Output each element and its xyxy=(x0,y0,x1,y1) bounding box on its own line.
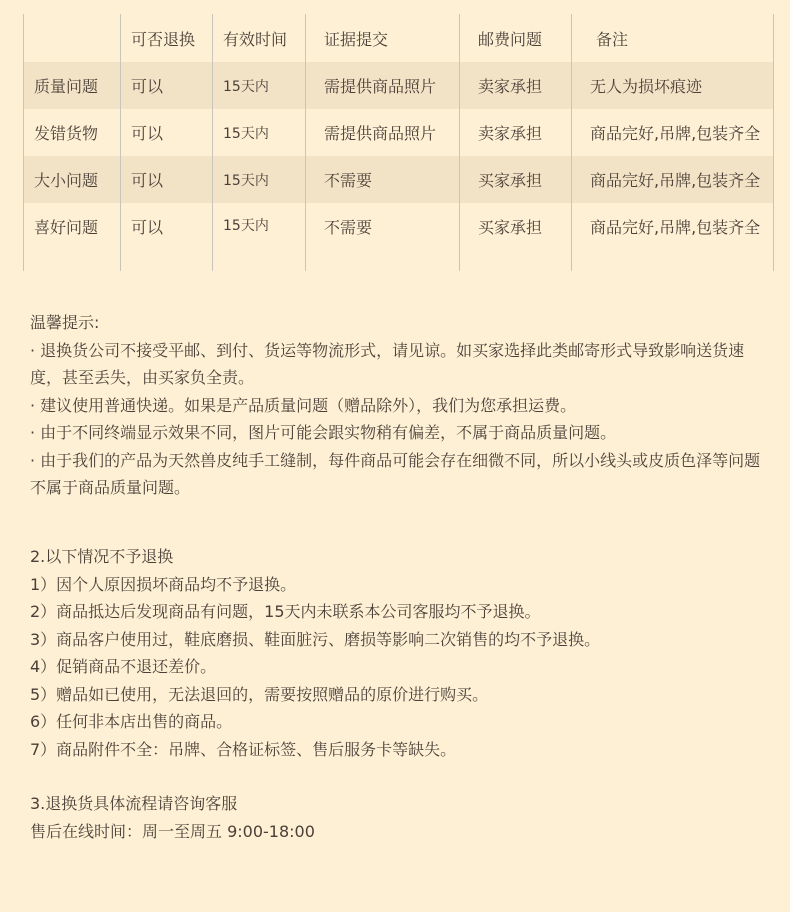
exclusion-item: 1）因个人原因损坏商品均不予退换。 xyxy=(30,574,297,594)
header-cell-valid-period: 有效时间 xyxy=(213,14,306,62)
table-cell: 商品完好,吊牌,包装齐全 xyxy=(572,203,774,271)
no-return-conditions-section xyxy=(30,543,772,763)
table-cell: 需提供商品照片 xyxy=(306,109,460,156)
table-cell: 买家承担 xyxy=(460,156,572,203)
tip-item: · 退换货公司不接受平邮、到付、货运等物流形式，请见谅。如买家选择此类邮寄形式导致影响送货速度，甚至丢失，由买家负全责。 xyxy=(30,340,745,387)
table-cell: 不需要 xyxy=(306,156,460,203)
tip-item: · 由于我们的产品为天然兽皮纯手工缝制，每件商品可能会存在细微不同，所以小线头或皮质色泽等问题不属于商品质量问题。 xyxy=(30,450,761,497)
table-cell: 15天内 xyxy=(213,109,306,156)
table-cell: 卖家承担 xyxy=(460,109,572,156)
exclusion-item: 3）商品客户使用过，鞋底磨损、鞋面脏污、磨损等影响二次销售的均不予退换。 xyxy=(30,629,601,649)
table-cell: 可以 xyxy=(121,156,213,203)
service-hours: 售后在线时间：周一至周五 9:00-18:00 xyxy=(30,821,315,841)
table-row xyxy=(24,203,774,271)
table-cell: 喜好问题 xyxy=(24,203,121,271)
header-cell-postage: 邮费问题 xyxy=(460,14,572,62)
table-cell: 15天内 xyxy=(213,62,306,109)
exclusion-item: 4）促销商品不退还差价。 xyxy=(30,657,217,676)
tip-item: · 建议使用普通快递。如果是产品质量问题（赠品除外），我们为您承担运费。 xyxy=(30,395,577,415)
table-cell: 商品完好,吊牌,包装齐全 xyxy=(572,156,774,203)
header-cell-returnable: 可否退换 xyxy=(121,14,213,62)
table-row xyxy=(24,109,774,156)
return-process-section xyxy=(30,790,772,845)
process-title: 3.退换货具体流程请咨询客服 xyxy=(30,794,238,813)
table-cell: 质量问题 xyxy=(24,62,121,109)
table-cell: 不需要 xyxy=(306,203,460,271)
exclusions-title: 2.以下情况不予退换 xyxy=(30,547,174,566)
exclusion-item: 7）商品附件不全：吊牌、合格证标签、售后服务卡等缺失。 xyxy=(30,739,457,759)
table-cell: 卖家承担 xyxy=(460,62,572,109)
table-cell: 15天内 xyxy=(213,203,306,271)
table-cell: 可以 xyxy=(121,109,213,156)
table-cell: 15天内 xyxy=(213,156,306,203)
tip-item: · 由于不同终端显示效果不同，图片可能会跟实物稍有偏差，不属于商品质量问题。 xyxy=(30,423,617,442)
table-cell: 发错货物 xyxy=(24,109,121,156)
table-cell: 可以 xyxy=(121,62,213,109)
header-cell-empty xyxy=(24,14,121,62)
exclusion-item: 2）商品抵达后发现商品有问题，15天内未联系本公司客服均不予退换。 xyxy=(30,602,541,621)
table-row xyxy=(24,156,774,203)
table-cell: 商品完好,吊牌,包装齐全 xyxy=(572,109,774,156)
table-header-row xyxy=(24,14,774,62)
header-cell-evidence: 证据提交 xyxy=(306,14,460,62)
table-cell: 买家承担 xyxy=(460,203,572,271)
tips-title: 温馨提示: xyxy=(30,313,100,332)
header-cell-remarks: 备注 xyxy=(572,14,774,62)
return-policy-table xyxy=(23,14,774,271)
table-row xyxy=(24,62,774,109)
table-cell: 大小问题 xyxy=(24,156,121,203)
table-cell: 无人为损坏痕迹 xyxy=(572,62,774,109)
table-cell: 可以 xyxy=(121,203,213,271)
warm-tips-section xyxy=(30,309,772,502)
exclusion-item: 5）赠品如已使用，无法退回的，需要按照赠品的原价进行购买。 xyxy=(30,684,489,704)
table-cell: 需提供商品照片 xyxy=(306,62,460,109)
exclusion-item: 6）任何非本店出售的商品。 xyxy=(30,712,233,731)
